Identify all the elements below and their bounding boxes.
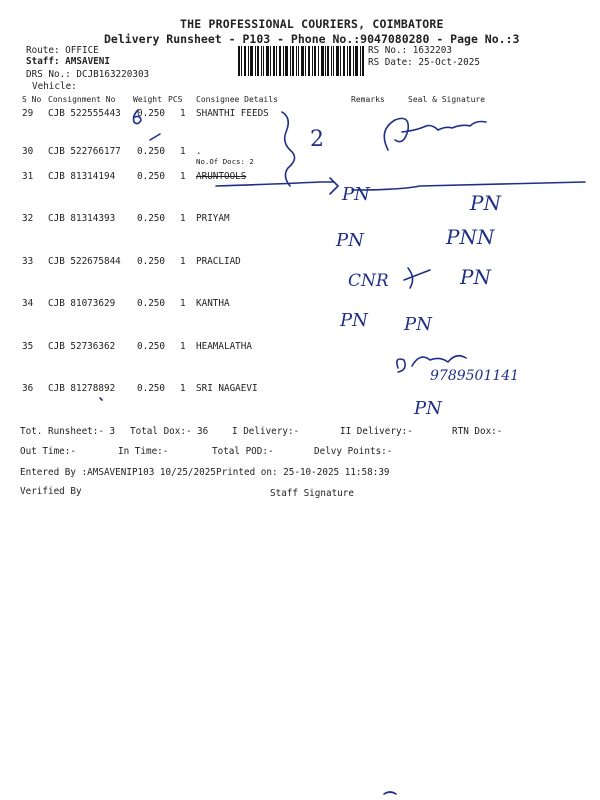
row-consignment: CJB 81314393 [48,213,116,224]
handwritten-scribble-row33 [404,268,430,288]
row-pcs: 1 [180,146,186,157]
in-time: In Time:- [118,446,169,457]
route-label: Route: OFFICE [26,45,99,56]
rtn-dox: RTN Dox:- [452,426,503,437]
col-sno: S No [22,95,42,104]
row-sno: 32 [22,213,34,224]
row-weight: 0.250 [137,146,165,157]
vehicle-label: Vehicle: [32,81,77,92]
handwritten-dot-row36 [100,398,102,400]
staff-label: Staff: AMSAVENI [26,56,110,67]
handwritten-pnn-row32b: PNN [446,225,495,249]
row-sno: 36 [22,383,34,394]
total-dox-value: 36 [197,426,209,437]
row-pcs: 1 [180,108,186,119]
barcode-image [238,46,364,76]
row-consignment: CJB 81278892 [48,383,116,394]
row-weight: 0.250 [137,171,165,182]
row-consignee: SHANTHI FEEDS [196,108,269,119]
printed-on: Printed on: 25-10-2025 11:58:39 [216,467,390,478]
row-weight: 0.250 [137,383,165,394]
row-consignee: SRI NAGAEVI [196,383,258,394]
row-consignment: CJB 522675844 [48,256,121,267]
row-consignee: PRIYAM [196,213,230,224]
handwritten-pn-row33: PN [460,265,491,289]
row-sno: 34 [22,298,34,309]
row-sno: 29 [22,108,34,119]
row-consignee: . [196,146,202,157]
row-weight: 0.250 [137,213,165,224]
handwritten-pn-row36: PN [414,398,442,419]
row-doc-count: No.Of Docs: 2 [196,157,254,166]
ii-delivery: II Delivery:- [340,426,413,437]
col-consignee: Consignee Details [196,95,278,104]
handwritten-pn-row34a: PN [340,310,368,331]
row-pcs: 1 [180,256,186,267]
i-delivery: I Delivery:- [232,426,300,437]
rs-number: RS No.: 1632203 [368,45,452,56]
row-pcs: 1 [180,213,186,224]
row-consignee: HEAMALATHA [196,341,252,352]
col-consignment: Consignment No [48,95,116,104]
row-weight: 0.250 [137,341,165,352]
col-pcs: PCS [168,95,183,104]
handwritten-pn-row32a: PN [336,230,364,251]
row-consignment: CJB 522766177 [48,146,121,157]
handwritten-tick [150,134,160,140]
drs-number: DRS No.: DCJB163220303 [26,69,150,80]
row-consignment: CJB 522555443 [48,108,121,119]
row-weight: 0.250 [137,298,165,309]
handwritten-arrow [330,178,338,194]
handwritten-2: 2 [310,127,324,152]
row-weight: 0.250 [137,256,165,267]
row-pcs: 1 [180,341,186,352]
handwritten-phone-row35: 9789501141 [430,368,520,384]
row-consignment: CJB 52736362 [48,341,116,352]
delvy-points: Delvy Points:- [314,446,393,457]
rs-date: RS Date: 25-Oct-2025 [368,57,480,68]
out-time: Out Time:- [20,446,76,457]
signature-row29 [384,118,486,150]
row-weight: 0.250 [137,108,165,119]
handwritten-cnr-row33: CNR [348,271,389,291]
total-pod: Total POD:- [212,446,274,457]
row-consignee: PRACLIAD [196,256,241,267]
verified-by: Verified By [20,486,82,497]
row-sno: 30 [22,146,34,157]
document-title: THE PROFESSIONAL COURIERS, COIMBATORE [180,17,444,31]
row-sno: 33 [22,256,34,267]
entered-by: Entered By :AMSAVENIP103 10/25/2025 [20,467,216,478]
tot-runsheet: Tot. Runsheet:- 3 [20,426,116,437]
total-dox-label: Total Dox:- [130,426,192,437]
handwritten-mark-bottom [384,792,396,794]
row-consignment: CJB 81073629 [48,298,116,309]
row-consignment: CJB 81314194 [48,171,116,182]
handwritten-brace [282,112,295,186]
handwritten-pn-row31a: PN [342,184,370,205]
row-sno: 31 [22,171,34,182]
row-sno: 35 [22,341,34,352]
handwritten-line-row31 [216,182,585,190]
row-pcs: 1 [180,171,186,182]
row-consignee: KANTHA [196,298,230,309]
row-consignee: ARUNTOOLS [196,171,247,182]
row-pcs: 1 [180,298,186,309]
signature-row35 [397,356,466,372]
row-pcs: 1 [180,383,186,394]
staff-signature-label: Staff Signature [270,488,354,499]
document-subtitle: Delivery Runsheet - P103 - Phone No.:9047080280 - Page No.:3 [104,32,520,46]
handwritten-pn-row34b: PN [404,314,432,335]
col-seal-signature: Seal & Signature [408,95,486,104]
handwritten-pn-row31b: PN [470,191,501,215]
col-remarks: Remarks [351,95,385,104]
col-weight: Weight [133,95,162,104]
